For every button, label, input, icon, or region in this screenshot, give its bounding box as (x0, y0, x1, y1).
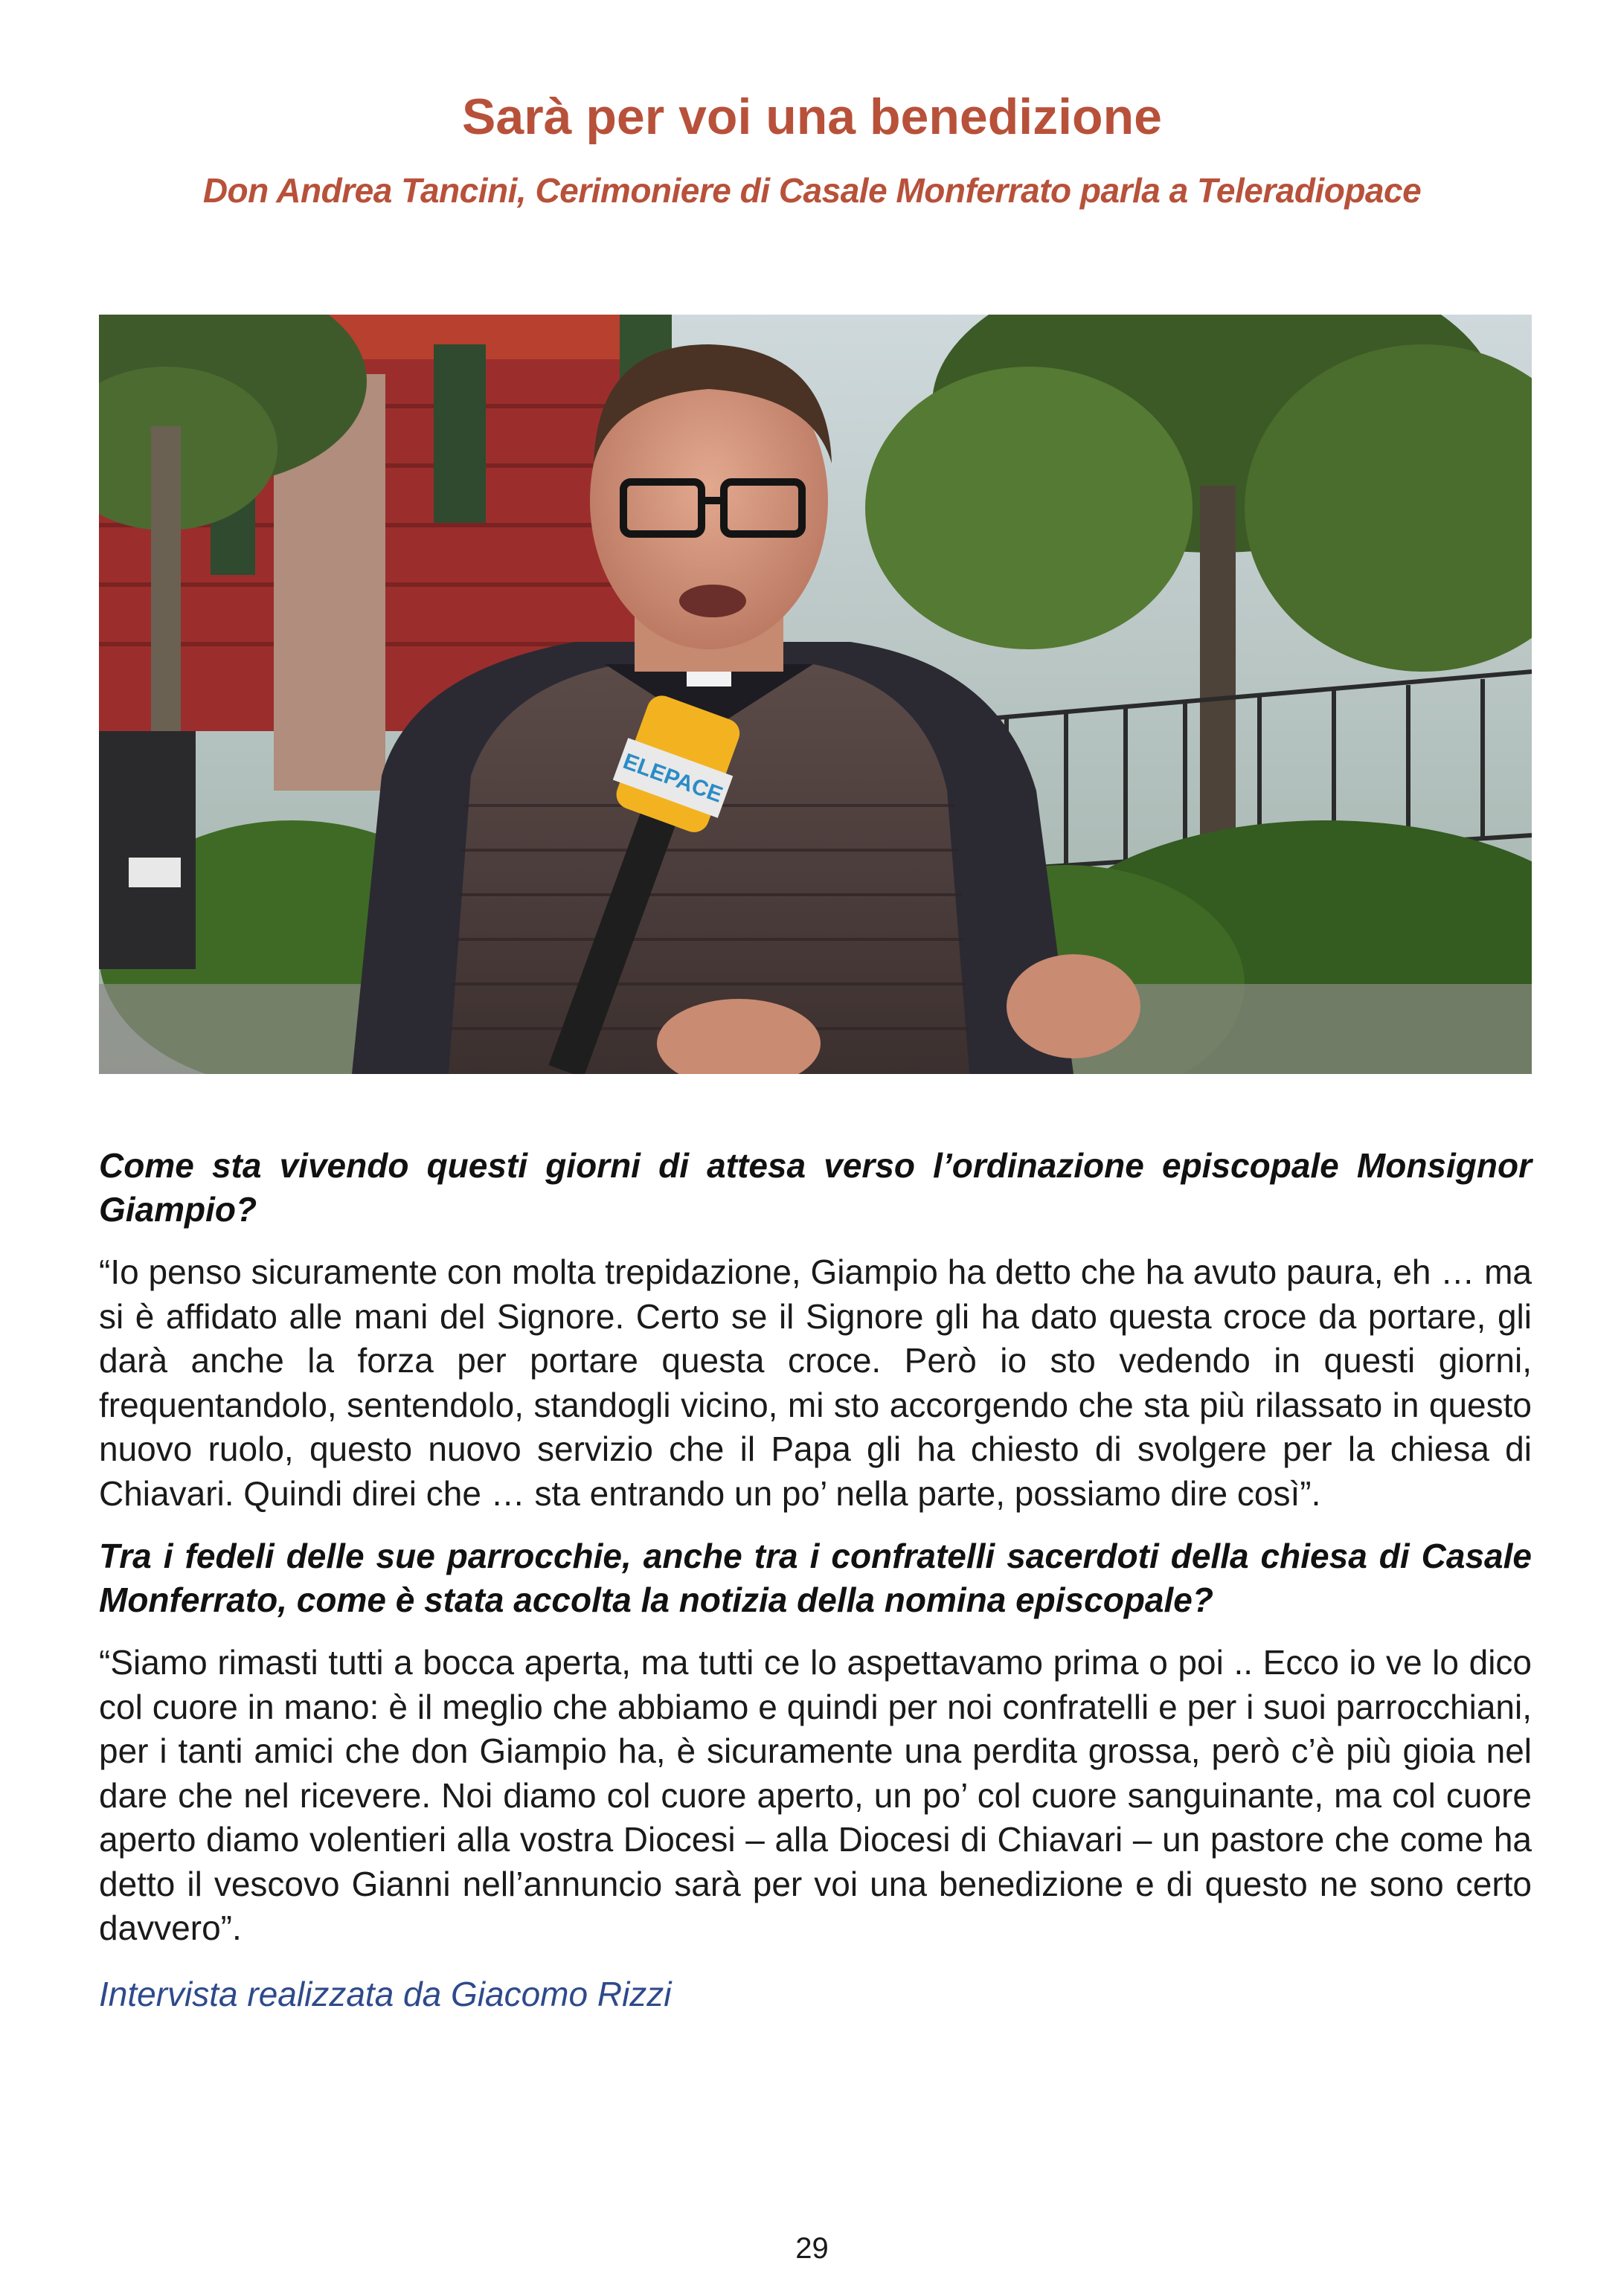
microphone-brand-label: ELEPACE (620, 749, 726, 808)
interview-content (99, 1144, 1532, 2016)
interview-answer-1: “Io penso sicuramente con molta trepidazione, Giampio ha detto che ha avuto paura, eh … ma si è affidato alle mani del Signore. Certo se il Signore gli ha dato questa croce da portare, gli darà anche la forza per portare questa croce. Però io sto vedendo in questi giorni, frequentandolo, sentendolo, standogli vicino, mi sto accorgendo che sta più rilassato in questo nuovo ruolo, questo nuovo servizio che il Papa gli ha chiesto di svolgere per la chiesa di Chiavari. Quindi direi che … sta entrando un po’ nella parte, possiamo dire così”. (99, 1252, 1532, 1513)
interview-photo (99, 315, 1532, 1074)
article-title: Sarà per voi una benedizione (462, 89, 1162, 145)
article-subtitle: Don Andrea Tancini, Cerimoniere di Casale Monferrato parla a Teleradiopace (202, 171, 1422, 210)
page-number: 29 (795, 2232, 829, 2265)
interview-question-1: Come sta vivendo questi giorni di attesa verso l’ordinazione episcopale Monsignor Giampio? (99, 1146, 1532, 1229)
interview-question-2: Tra i fedeli delle sue parrocchie, anche tra i confratelli sacerdoti della chiesa di Casale Monferrato, come è stata accolta la notizia della nomina episcopale? (99, 1537, 1532, 1619)
interview-credit: Intervista realizzata da Giacomo Rizzi (99, 1974, 672, 2013)
interview-answer-2: “Siamo rimasti tutti a bocca aperta, ma tutti ce lo aspettavamo prima o poi .. Ecco io ve lo dico col cuore in mano: è il meglio che abbiamo e quindi per noi confratelli e per i suoi parrocchiani, per i tanti amici che don Giampio ha, è sicuramente una perdita grossa, però c’è più gioia nel dare che nel ricevere. Noi diamo col cuore aperto, un po’ col cuore sanguinante, ma col cuore aperto diamo volentieri alla vostra Diocesi – alla Diocesi di Chiavari – un pastore che come ha detto il vescovo Gianni nell’annuncio sarà per voi una benedizione e di questo ne sono certo davvero”. (99, 1643, 1532, 1947)
